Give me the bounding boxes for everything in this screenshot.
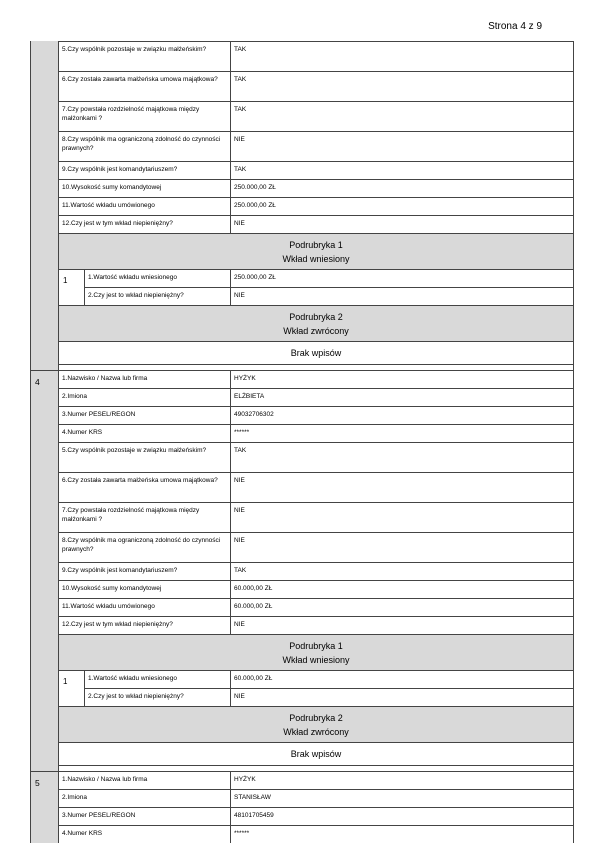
divider bbox=[58, 765, 574, 771]
table-row bbox=[58, 131, 574, 161]
subsection-title bbox=[58, 634, 574, 670]
row-label: 10.Wysokość sumy komandytowej bbox=[58, 581, 230, 598]
subsection-title bbox=[58, 706, 574, 742]
row-label: 6.Czy została zawarta małżeńska umowa majątkowa? bbox=[58, 72, 230, 101]
subsection-title-line2: Wkład wniesiony bbox=[282, 655, 350, 665]
row-value: STANISŁAW bbox=[230, 790, 573, 807]
row-label: 3.Numer PESEL/REGON bbox=[58, 407, 230, 424]
subsection-row bbox=[58, 670, 574, 706]
entry-3-continued bbox=[30, 41, 574, 370]
entry-5 bbox=[30, 771, 574, 843]
row-label: 2.Czy jest to wkład niepieniężny? bbox=[84, 288, 230, 305]
no-entries-label: Brak wpisów bbox=[58, 742, 574, 765]
subsection-title-line1: Podrubryka 2 bbox=[289, 713, 343, 723]
row-label: 1.Nazwisko / Nazwa lub firma bbox=[58, 772, 230, 789]
row-label: 2.Czy jest to wkład niepieniężny? bbox=[84, 689, 230, 706]
divider bbox=[58, 364, 574, 370]
table-row bbox=[58, 580, 574, 598]
row-label: 12.Czy jest w tym wkład niepieniężny? bbox=[58, 617, 230, 634]
table-row bbox=[58, 371, 574, 388]
row-label: 12.Czy jest w tym wkład niepieniężny? bbox=[58, 216, 230, 233]
row-value: NIE bbox=[230, 503, 573, 532]
table-row bbox=[58, 41, 574, 71]
row-label: 4.Numer KRS bbox=[58, 425, 230, 442]
row-label: 9.Czy wspólnik jest komandytariuszem? bbox=[58, 162, 230, 179]
row-value: 250.000,00 ZŁ bbox=[230, 180, 573, 197]
row-value: TAK bbox=[230, 102, 573, 131]
entry-block bbox=[58, 772, 574, 843]
row-label: 2.Imiona bbox=[58, 389, 230, 406]
row-value: 48101705459 bbox=[230, 808, 573, 825]
entry-index: 4 bbox=[35, 377, 40, 387]
subsection-title-line1: Podrubryka 2 bbox=[289, 312, 343, 322]
subsection-index: 1 bbox=[58, 270, 84, 305]
table-row bbox=[58, 598, 574, 616]
row-value: 49032706302 bbox=[230, 407, 573, 424]
table-row bbox=[58, 532, 574, 562]
row-value: NIE bbox=[230, 288, 573, 305]
table-row bbox=[58, 825, 574, 843]
table-row bbox=[58, 807, 574, 825]
subsection-title-line2: Wkład wniesiony bbox=[282, 254, 350, 264]
subsection-title-line1: Podrubryka 1 bbox=[289, 240, 343, 250]
table-row bbox=[58, 472, 574, 502]
row-label: 1.Wartość wkładu wniesionego bbox=[84, 270, 230, 287]
table-row bbox=[58, 442, 574, 472]
table-row bbox=[58, 772, 574, 789]
row-label: 2.Imiona bbox=[58, 790, 230, 807]
table-row bbox=[58, 215, 574, 233]
row-label: 3.Numer PESEL/REGON bbox=[58, 808, 230, 825]
table-row bbox=[58, 616, 574, 634]
row-label: 11.Wartość wkładu umówionego bbox=[58, 599, 230, 616]
row-value: 60.000,00 ZŁ bbox=[230, 671, 573, 688]
page-number: Strona 4 z 9 bbox=[488, 21, 542, 32]
row-label: 7.Czy powstała rozdzielność majątkowa między małżonkami ? bbox=[58, 503, 230, 532]
row-value: NIE bbox=[230, 132, 573, 161]
row-value: NIE bbox=[230, 617, 573, 634]
entry-index bbox=[31, 41, 58, 370]
entry-block bbox=[58, 41, 574, 370]
no-entries-label: Brak wpisów bbox=[58, 341, 574, 364]
row-label: 10.Wysokość sumy komandytowej bbox=[58, 180, 230, 197]
row-label: 6.Czy została zawarta małżeńska umowa majątkowa? bbox=[58, 473, 230, 502]
row-label: 9.Czy wspólnik jest komandytariuszem? bbox=[58, 563, 230, 580]
row-value: NIE bbox=[230, 689, 573, 706]
row-value: HYŻYK bbox=[230, 371, 573, 388]
row-value: 250.000,00 ZŁ bbox=[230, 198, 573, 215]
subsection-row bbox=[58, 269, 574, 305]
row-value: TAK bbox=[230, 563, 573, 580]
row-value: TAK bbox=[230, 162, 573, 179]
row-label: 11.Wartość wkładu umówionego bbox=[58, 198, 230, 215]
row-value: HYŻYK bbox=[230, 772, 573, 789]
row-value: ****** bbox=[230, 425, 573, 442]
subsection-index: 1 bbox=[58, 671, 84, 706]
row-label: 1.Wartość wkładu wniesionego bbox=[84, 671, 230, 688]
row-label: 7.Czy powstała rozdzielność majątkowa między małżonkami ? bbox=[58, 102, 230, 131]
table-row bbox=[58, 502, 574, 532]
registry-table bbox=[30, 41, 574, 837]
table-row bbox=[58, 388, 574, 406]
row-value: TAK bbox=[230, 42, 573, 71]
entry-4 bbox=[30, 370, 574, 771]
row-value: NIE bbox=[230, 473, 573, 502]
row-label: 4.Numer KRS bbox=[58, 826, 230, 843]
table-row bbox=[58, 424, 574, 442]
row-label: 1.Nazwisko / Nazwa lub firma bbox=[58, 371, 230, 388]
row-value: ELŻBIETA bbox=[230, 389, 573, 406]
table-row bbox=[58, 71, 574, 101]
subsection-title-line2: Wkład zwrócony bbox=[283, 727, 349, 737]
subsection-title-line2: Wkład zwrócony bbox=[283, 326, 349, 336]
row-value: 250.000,00 ZŁ bbox=[230, 270, 573, 287]
row-value: TAK bbox=[230, 72, 573, 101]
table-row bbox=[58, 562, 574, 580]
row-value: 60.000,00 ZŁ bbox=[230, 599, 573, 616]
row-value: ****** bbox=[230, 826, 573, 843]
row-label: 5.Czy wspólnik pozostaje w związku małżeńskim? bbox=[58, 42, 230, 71]
table-row bbox=[58, 406, 574, 424]
table-row bbox=[58, 161, 574, 179]
row-label: 8.Czy wspólnik ma ograniczoną zdolność do czynności prawnych? bbox=[58, 533, 230, 562]
subsection-title bbox=[58, 305, 574, 341]
entry-block bbox=[58, 371, 574, 771]
row-label: 8.Czy wspólnik ma ograniczoną zdolność do czynności prawnych? bbox=[58, 132, 230, 161]
subsection-title bbox=[58, 233, 574, 269]
row-value: TAK bbox=[230, 443, 573, 472]
row-value: 60.000,00 ZŁ bbox=[230, 581, 573, 598]
row-label: 5.Czy wspólnik pozostaje w związku małżeńskim? bbox=[58, 443, 230, 472]
table-row bbox=[58, 101, 574, 131]
table-row bbox=[58, 197, 574, 215]
table-row bbox=[58, 789, 574, 807]
subsection-title-line1: Podrubryka 1 bbox=[289, 641, 343, 651]
entry-index: 5 bbox=[35, 778, 40, 788]
row-value: NIE bbox=[230, 533, 573, 562]
table-row bbox=[58, 179, 574, 197]
row-value: NIE bbox=[230, 216, 573, 233]
